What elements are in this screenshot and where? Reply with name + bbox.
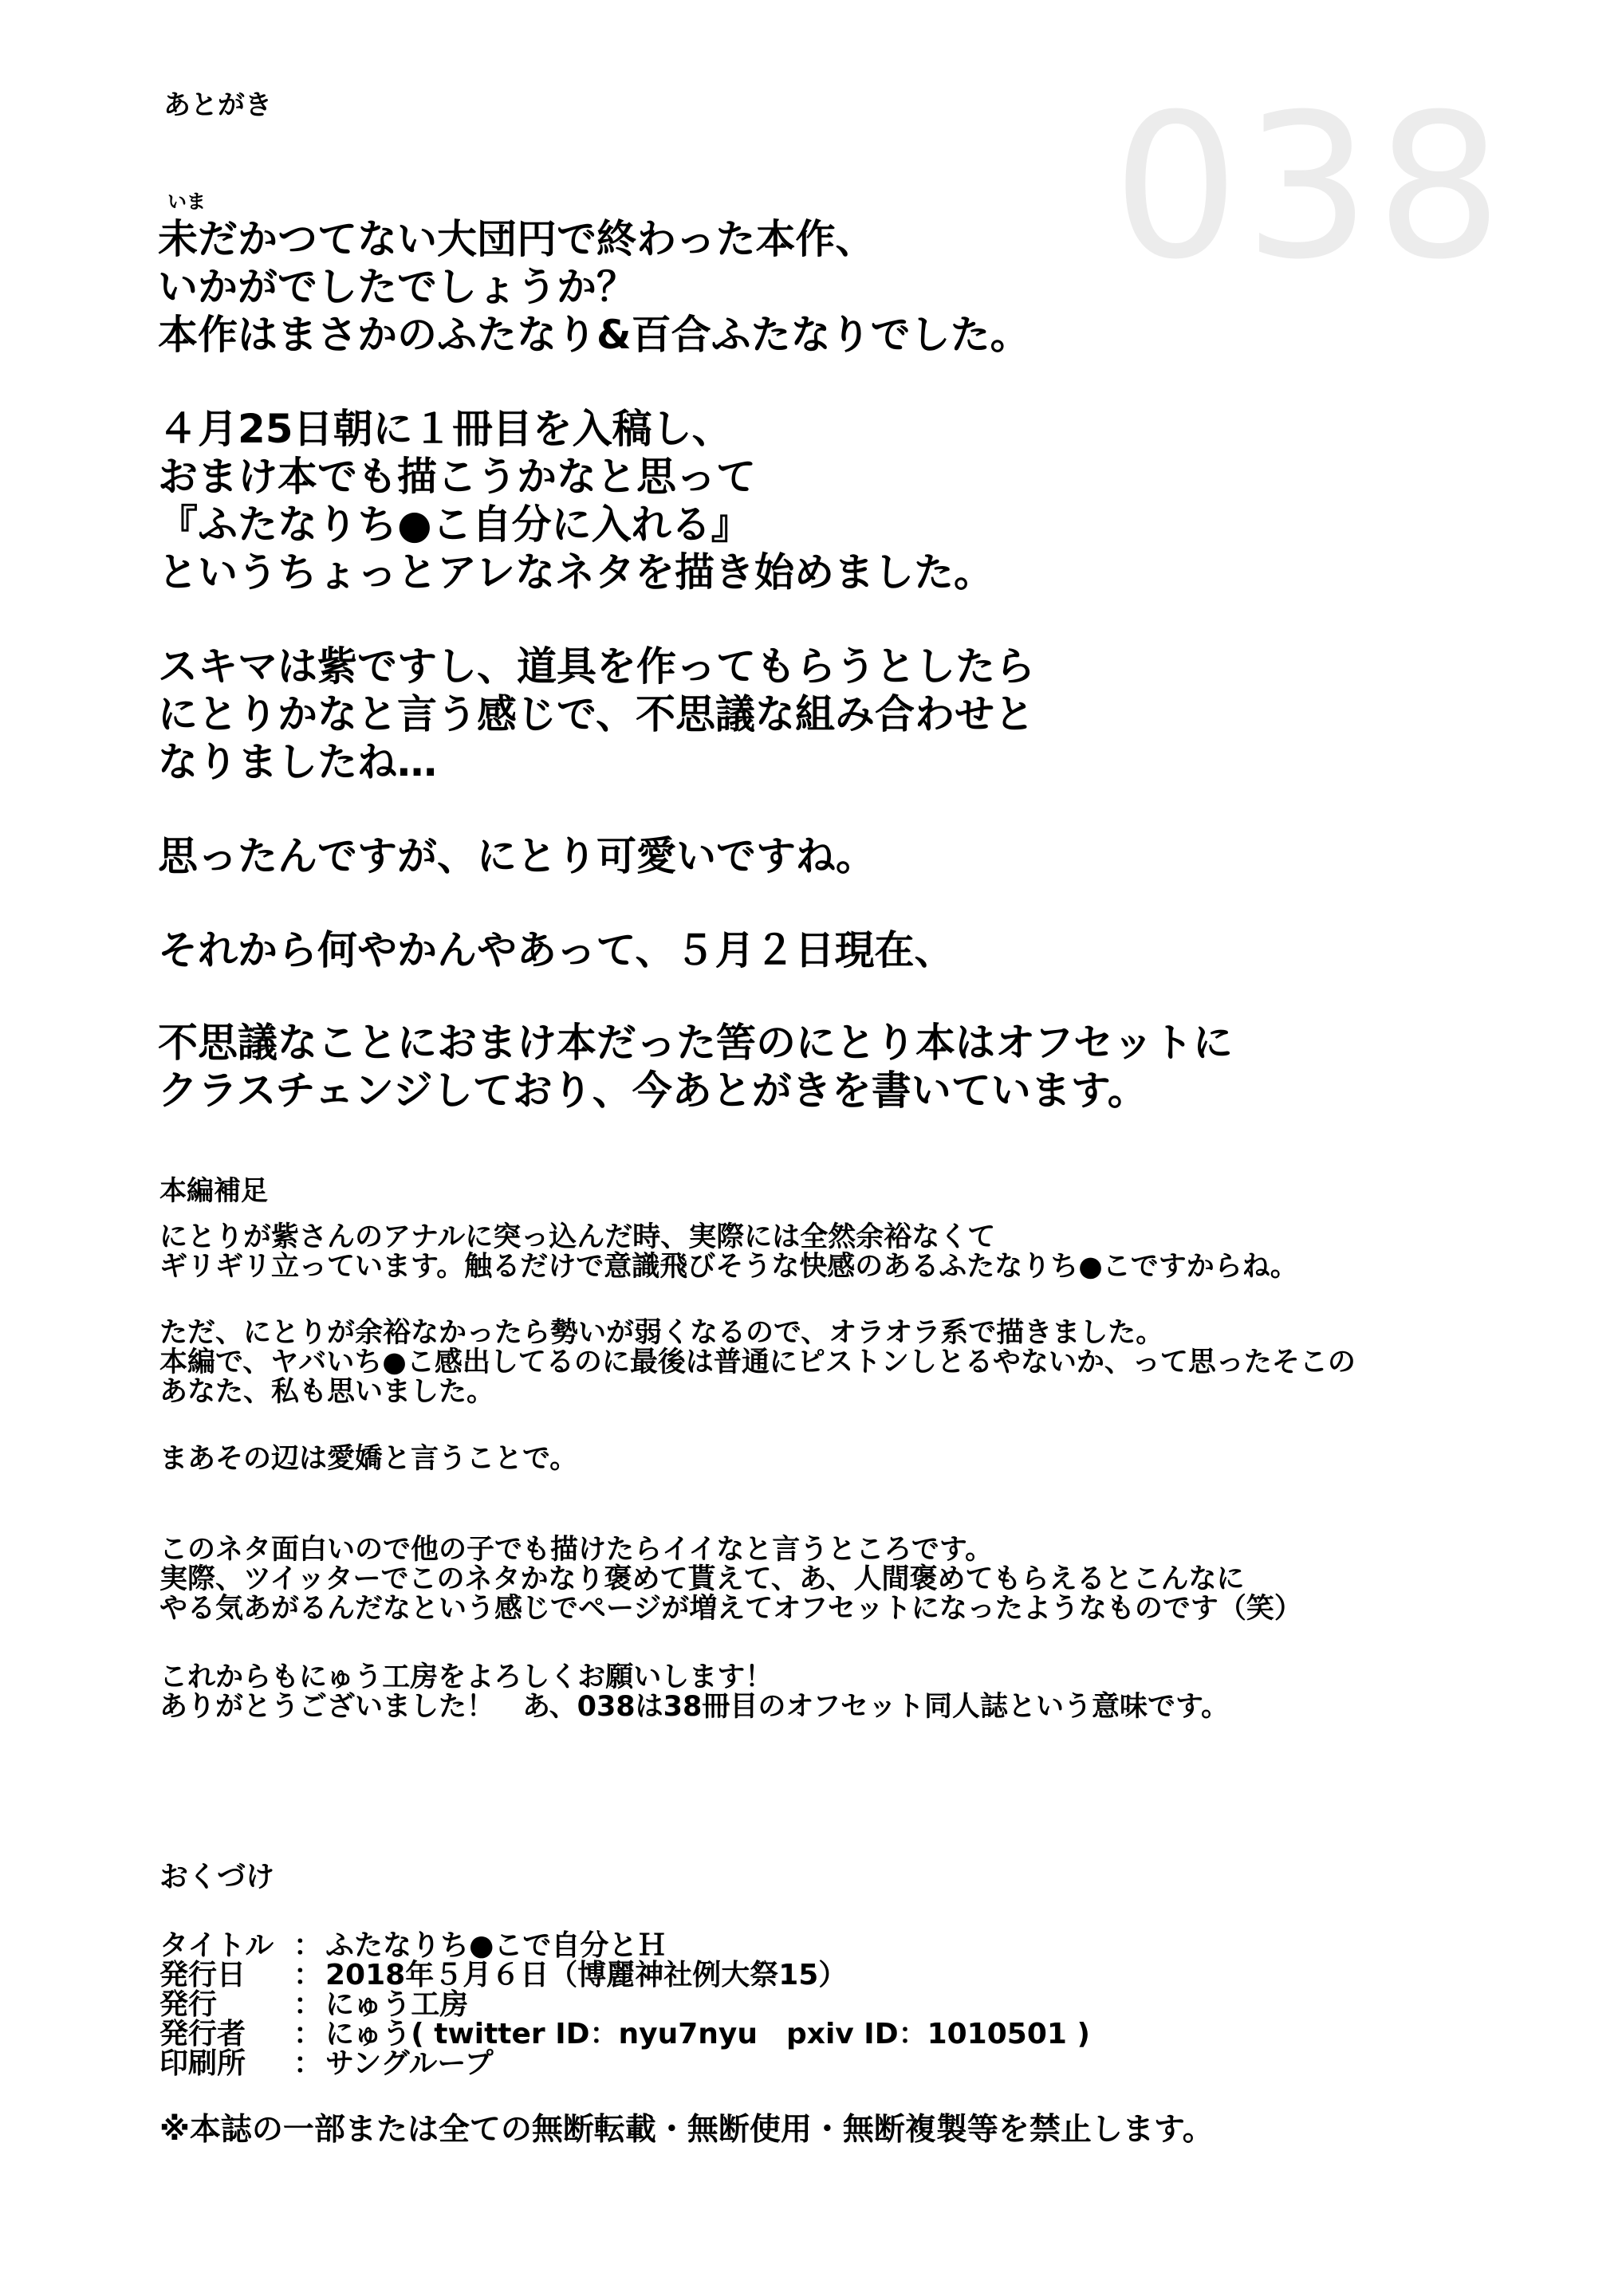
colophon-label: 印刷所	[159, 2047, 246, 2080]
supplement-line: 実際、ツイッターでこのネタかなり褒めて貰えて、あ、人間褒めてもらえるとこんなに	[159, 1563, 1245, 1595]
colophon-separator: ：	[293, 2047, 323, 2080]
afterword-line: 未だかつてない大団円で終わった本作、	[158, 216, 876, 262]
colophon-separator: ：	[293, 2018, 323, 2050]
colophon-value: にゅう工房	[325, 1988, 469, 2021]
colophon-row-issuer	[159, 2019, 1090, 2049]
colophon-separator: ：	[293, 1988, 323, 2021]
supplement-line: まあその辺は愛嬌と言うことで。	[159, 1443, 578, 1475]
colophon-value: サングループ	[325, 2047, 494, 2080]
colophon-label: タイトル	[159, 1929, 274, 1962]
afterword-line: クラスチェンジしており、今あとがきを書いています。	[158, 1067, 1148, 1114]
afterword-line: いかがでしたでしょうか？	[158, 264, 636, 310]
colophon-value: 2018年５月６日（博麗神社例大祭15）	[325, 1959, 848, 1991]
afterword-line: 『ふたなりち●こ自分に入れる』	[158, 501, 751, 548]
colophon-separator: ：	[293, 1959, 323, 1991]
supplement-line: ただ、にとりが余裕なかったら勢いが弱くなるので、オラオラ系で描きました。	[159, 1317, 1164, 1349]
supplement-line: にとりが紫さんのアナルに突っ込んだ時、実際には全然余裕なくて	[159, 1221, 996, 1253]
colophon-table	[159, 1931, 1090, 2078]
afterword-line: それから何やかんやあって、５月２日現在、	[158, 927, 955, 973]
colophon-row-title	[159, 1931, 1090, 1960]
page-number-watermark: 038	[1112, 71, 1508, 303]
supplement-heading: 本編補足	[159, 1175, 268, 1207]
furigana-ima: いま	[167, 191, 206, 213]
afterword-line: ４月25日朝に１冊目を入稿し、	[158, 406, 732, 452]
afterword-heading: あとがき	[163, 89, 272, 121]
supplement-line: やる気あがるんだなという感じでページが増えてオフセットになったようなものです（笑）	[159, 1593, 1302, 1625]
colophon-separator: ：	[293, 1929, 323, 1962]
supplement-line: 本編で、ヤバいち●こ感出してるのに最後は普通にピストンしとるやないか、って思ったそこの	[159, 1347, 1356, 1378]
supplement-line: このネタ面白いので他の子でも描けたらイイなと言うところです。	[159, 1534, 994, 1566]
colophon-row-date	[159, 1960, 1090, 1990]
colophon-label: 発行日	[159, 1959, 246, 1991]
supplement-line: これからもにゅう工房をよろしくお願いします！	[159, 1661, 774, 1693]
afterword-line: にとりかなと言う感じで、不思議な組み合わせと	[158, 691, 1034, 737]
colophon-row-printer	[159, 2049, 1090, 2078]
supplement-line: ギリギリ立っています。触るだけで意識飛びそうな快感のあるふたなりち●こですからね。	[159, 1251, 1298, 1283]
afterword-line: おまけ本でも描こうかなと思って	[158, 454, 756, 500]
supplement-line: あなた、私も思いました。	[159, 1376, 495, 1408]
colophon-heading: おくづけ	[159, 1861, 275, 1893]
afterword-line: 思ったんですが、にとり可愛いですね。	[158, 833, 876, 879]
supplement-line: ありがとうございました！ あ、038は38冊目のオフセット同人誌という意味です。	[159, 1691, 1230, 1723]
afterword-line: 不思議なことにおまけ本だった筈のにとり本はオフセットに	[158, 1020, 1233, 1066]
afterword-line: というちょっとアレなネタを描き始めました。	[158, 549, 994, 596]
copyright-notice: ※本誌の一部または全ての無断転載・無断使用・無断複製等を禁止します。	[159, 2112, 1214, 2148]
afterword-line: スキマは紫ですし、道具を作ってもらうとしたら	[158, 643, 1035, 690]
colophon-value: にゅう( twitter ID：nyu7nyu pxiv ID：1010501 )	[325, 2018, 1090, 2050]
afterword-line: なりましたね…	[158, 739, 437, 785]
colophon-label: 発行	[159, 1988, 218, 2021]
colophon-label: 発行者	[159, 2018, 246, 2050]
colophon-row-publisher	[159, 1990, 1090, 2019]
colophon-value: ふたなりち●こで自分とＨ	[325, 1929, 667, 1962]
afterword-line: 本作はまさかのふたなり&百合ふたなりでした。	[158, 312, 1030, 358]
